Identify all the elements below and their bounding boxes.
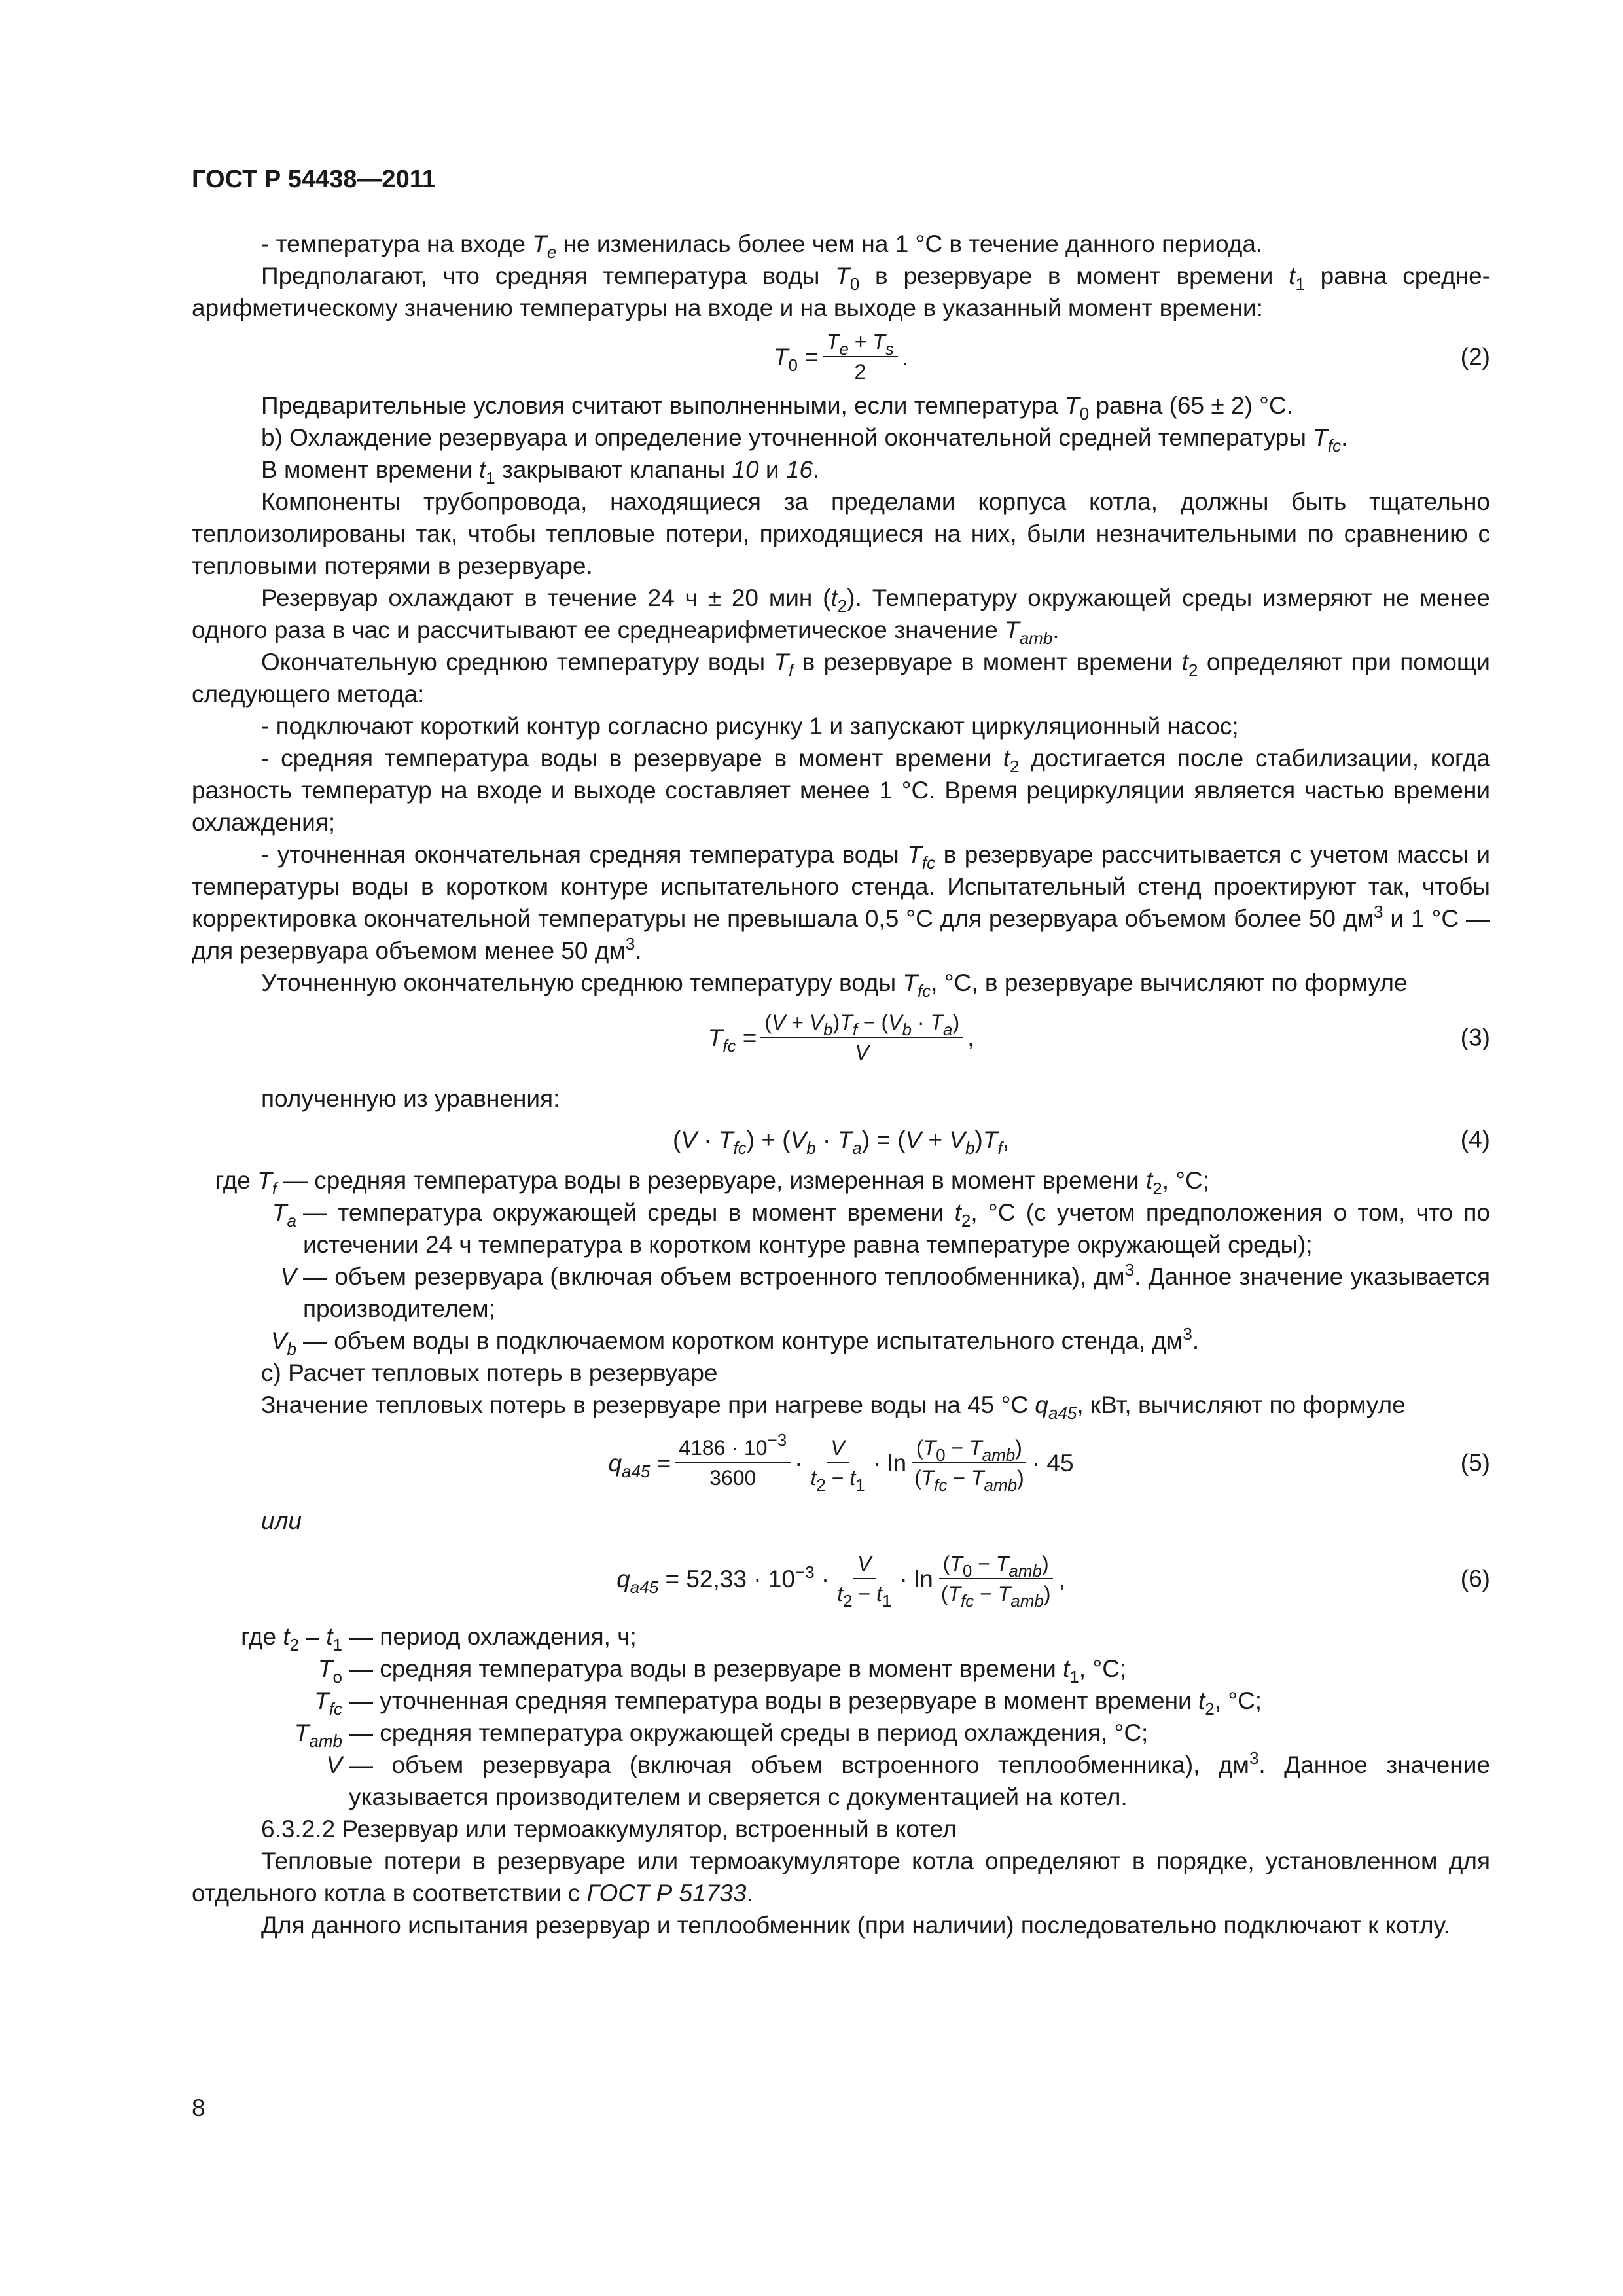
paragraph: Тепловые потери в резервуаре или термоакумуляторе котла определяют в порядке, установленном для отдельного котла в соответствии с ГОСТ Р 51733. (192, 1848, 1490, 1907)
legend-item: V — объем резервуара (включая объем встроенного теплообменника), $дм^3$. Данное значение указывается производителем; (280, 1260, 1490, 1322)
paragraph: Уточненную окончательную среднюю температуру воды $T_{fc}$, °С, в резервуаре вычисляют по формуле (261, 969, 1408, 1001)
paragraph: b) Охлаждение резервуара и определение уточненной окончательной средней температуры $T_{fc}$. (261, 424, 1348, 456)
paragraph: Окончательную среднюю температуру воды $T_f$ в резервуаре в момент времени $t_2$ определяют при помощи следующего метода: (192, 649, 1490, 708)
equation-number: (5) (1460, 1449, 1490, 1477)
paragraph: или (261, 1507, 302, 1534)
equation-5: $q_{a45}$ = $\frac{4186 \cdot 10^{-3}}{3600}$ · V $t_2 - t_1$ · ln $(T_0 - T_{amb})$ $(T_{fc} - T_{amb})$ · 45 (5) (608, 1430, 1490, 1495)
paragraph: - подключают короткий контур согласно рисунку 1 и запускают циркуляционный насос; (261, 713, 1239, 740)
page-number: 8 (192, 2094, 205, 2121)
legend-item: $T_{amb}$ — средняя температура окружающей среды в период охлаждения, °С; (294, 1719, 1149, 1751)
legend-item: где $t_2 - t_1$ — период охлаждения, ч; (241, 1623, 637, 1655)
paragraph: - температура на входе $T_e$ не изменилась более чем на 1 °С в течение данного периода. (261, 230, 1263, 262)
legend-item: $T_o$ — средняя температура воды в резервуаре в момент времени $t_1$, °С; (317, 1655, 1127, 1687)
equation-number: (3) (1460, 1024, 1490, 1051)
legend-item: $T_{fc}$ — уточненная средняя температура воды в резервуаре в момент времени $t_2$, °С; (314, 1687, 1262, 1719)
paragraph: Для данного испытания резервуар и теплообменник (при наличии) последовательно подключают к котлу. (261, 1912, 1450, 1939)
legend-item: $V_b$ — объем воды в подключаемом коротком контуре испытательного стенда, $дм^3$. (270, 1324, 1200, 1359)
body-text (192, 228, 1490, 1941)
legend-item: $T_a$ — температура окружающей среды в момент времени $t_2$, °С (с учетом предположения о том, что по истечении 24 ч температура в коротком контуре равна температуре окружающей среды); (272, 1199, 1490, 1258)
equation-number: (4) (1460, 1126, 1490, 1153)
paragraph: Предполагают, что средняя температура воды $T_0$ в резервуаре в момент времени $t_1$ равна средне-арифметическому значению температуры на входе и на выходе в указанный момент времени: (192, 262, 1490, 321)
legend-item: V — объем резервуара (включая объем встроенного теплообменника), $дм^3$. Данное значение указывается производителем и сверяется с документацией на котел. (326, 1748, 1490, 1810)
paragraph: c) Расчет тепловых потерь в резервуаре (261, 1359, 718, 1386)
equation-number: (6) (1460, 1565, 1490, 1592)
paragraph: Значение тепловых потерь в резервуаре при нагреве воды на 45 °С $q_{a45}$, кВт, вычисляют по формуле (261, 1391, 1406, 1423)
equation-4: $(V \cdot T_{fc}) + (V_b \cdot T_a) = (V + V_b)T_f$, (4) (192, 1115, 1490, 1164)
paragraph: полученную из уравнения: (261, 1085, 560, 1112)
section-heading: 6.3.2.2 Резервуар или термоаккумулятор, встроенный в котел (261, 1816, 957, 1842)
equation-number: (2) (1460, 343, 1490, 370)
equation-3: $T_{fc}$ = $\frac{(V + V_b)T_f - (V_b \cdot T_a)}{V}$ , (3) (192, 999, 1490, 1076)
paragraph: Предварительные условия считают выполненными, если температура $T_0$ равна (65 ± 2) °С. (261, 392, 1293, 423)
equation-2: $T_0$ = $\frac{T_e + T_s}{2}$ . (2) (192, 324, 1490, 389)
paragraph: В момент времени $t_1$ закрывают клапаны 10 и 16. (261, 456, 820, 488)
document-header: ГОСТ Р 54438—2011 (192, 166, 436, 193)
equation-6: $q_{a45} = 52,33 \cdot 10^{-3}$ · V $t_2 - t_1$ · ln $(T_0 - T_{amb})$ $(T_{fc} - T_{amb})$ , (6) (192, 1537, 1490, 1621)
paragraph: Резервуар охлаждают в течение 24 ч ± 20 мин $(t_2)$. Температуру окружающей среды измеряют не менее одного раза в час и рассчитывают ее среднеарифметическое значение $T_{amb}$. (192, 584, 1490, 648)
paragraph: Компоненты трубопровода, находящиеся за пределами корпуса котла, должны быть тщательно теплоизолированы так, чтобы тепловые потери, приходящиеся на них, были незначительными по сравнению с тепловыми потерями в резервуаре. (192, 488, 1490, 579)
paragraph: - средняя температура воды в резервуаре в момент времени $t_2$ достигается после стабилизации, когда разность температур на входе и выходе составляет менее 1 °С. Время рециркуляции является частью времени охлаждения; (192, 745, 1490, 836)
paragraph: - уточненная окончательная средняя температура воды $T_{fc}$ в резервуаре рассчитывается с учетом массы и температуры воды в коротком контуре испытательного стенда. Испытательный стенд проектируют так, чтобы корректировка окончательной температуры не превышала 0,5 °С для резервуара объемом более 50 $дм^3$ и 1 °С — для резервуара объемом менее 50 $дм^3$. (192, 841, 1490, 964)
legend-item: где $T_f$ — средняя температура воды в резервуаре, измеренная в момент времени $t_2$, °С; (215, 1167, 1210, 1198)
